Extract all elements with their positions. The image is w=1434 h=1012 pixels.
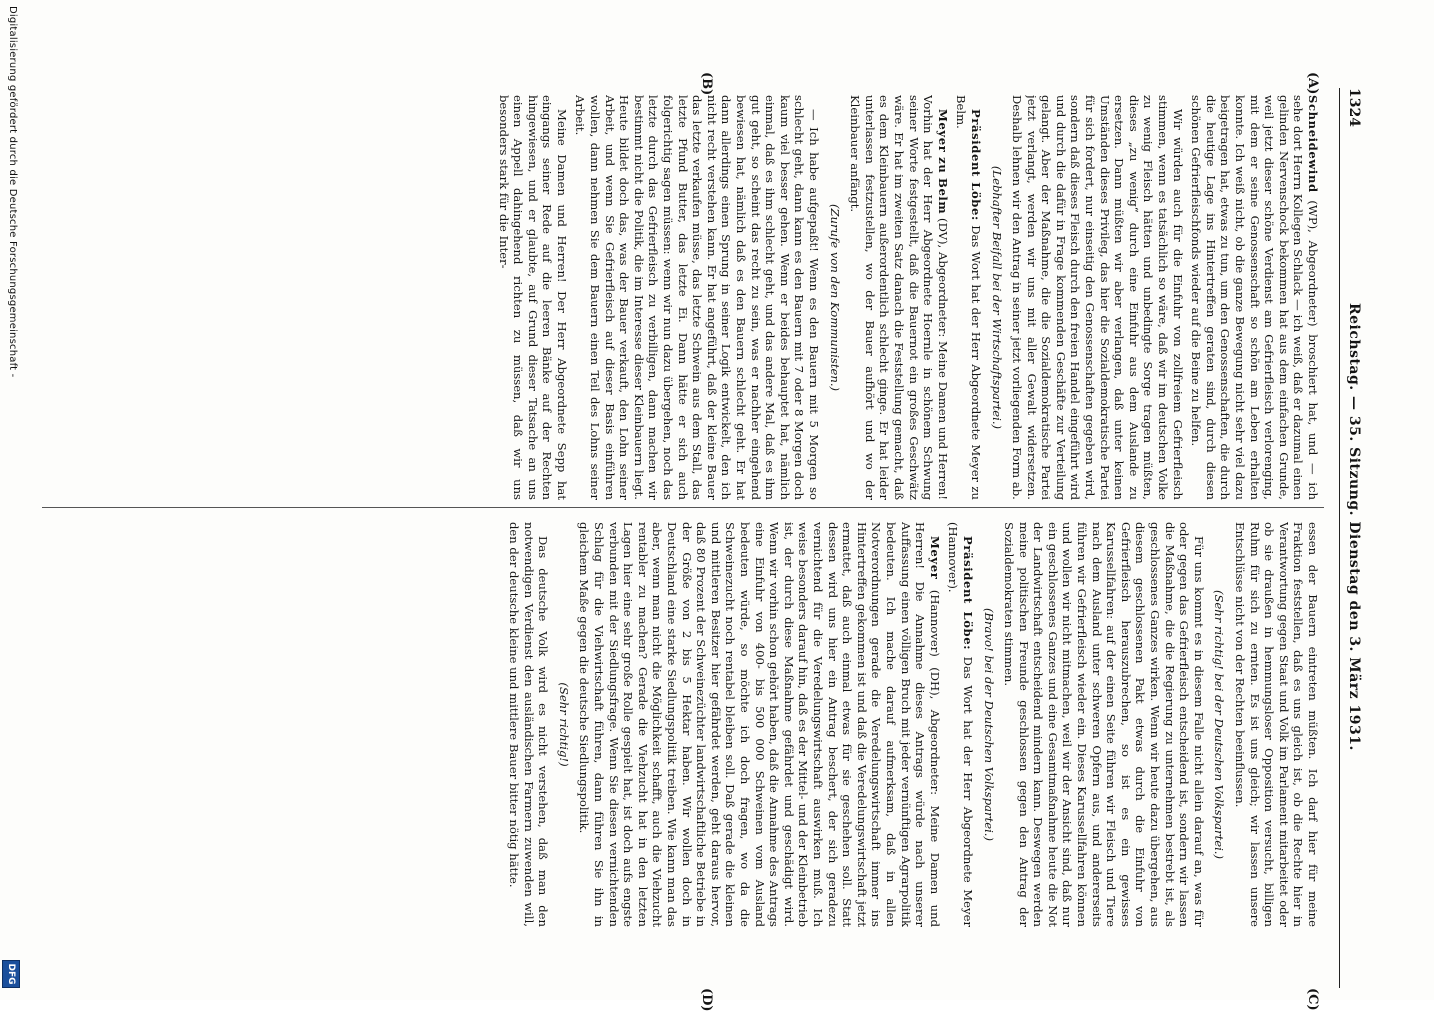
column-divider [42,507,1324,508]
speech-paragraph [577,522,942,927]
paragraph-text: (DV), Abgeordneter: Meine Damen und Herren! Vorhin hat der Herr Abgeordnete Hoernle in schönem Schwung seiner Worte festgestellt, daß die Bauernot ein großes Geschwätz wäre. Er hat im zweiten Satz danach die Feststellung gemacht, daß es dem Kleinbauern außerordentlich schlecht ginge. Er hat leider unterlassen festzustellen, wo der Bauer aufhört und wo der Kleinbauer anfängt. [848,95,950,500]
paragraph-text: Das deutsche Volk wird es nicht verstehen, daß man den notwendigen Verdienst den ausländischen Farmern zuwenden will, den der deutsche kleine und mittlere Bauer bitter nötig hätte. [507,522,551,927]
speaker-name: Präsident Löbe: [968,109,983,221]
margin-marker-c: (C) [1305,988,1320,1011]
speech-paragraph [496,95,569,500]
margin-marker-d: (D) [699,988,714,1012]
paragraph-text: essen der Bauern eintreten müßten. Ich darf hier für meine Fraktion feststellen, daß es uns gleich ist, ob die Rechte hier in Verantwortung gegen Staat und Volk im Parlament mitarbeitet oder ob sie draußen in hemmungsloser Opposition versucht, billigen Ruhm für sich zu ernten. Es ist uns gleich; wir lassen unsere Entschlüsse nicht von der Rechten beeinflussen. [1233,522,1320,927]
page-header [1339,88,1362,988]
reaction-note: (Sehr richtig!) [556,682,571,767]
digitization-footer [0,0,22,1000]
margin-marker-b: (B) [699,72,714,96]
footer-credit: Digitalisierung gefördert durch die Deutsche Forschungsgemeinschaft - [7,6,18,378]
speech-paragraph [954,95,983,500]
speech-paragraph [507,522,551,927]
dfg-logo: DFG [2,960,20,988]
speech-paragraph [573,95,821,500]
speech-paragraph [848,95,950,500]
speech-paragraph [1232,522,1320,927]
paragraph-text: Das Wort hat der Herr Abgeordnete Meyer zu Belm. [954,95,983,500]
speaker-name: Präsident Löbe: [960,536,975,651]
margin-marker-a: (A) [1305,72,1320,95]
speech-paragraph [1002,522,1206,927]
speaker-name: Meyer zu Belm [935,109,950,215]
header-title: Reichstag. — 35. Sitzung. Dienstag den 3. März 1931. [1346,303,1362,751]
reaction-note: (Lebhafter Beifall bei der Wirtschaftspartei.) [989,165,1004,430]
column-right [42,522,1320,927]
column-left [42,95,1320,500]
speaker-name: Meyer [927,536,942,580]
paragraph-text: (Hannover) (DH), Abgeordneter: Meine Damen und Herren! Die Annahme dieses Antrags würde nach unserer Auffassung einen völligen Bruch mit jeder vernünftigen Agrarpolitik bedeuten. Ich mache darauf aufmerksam, daß in allen Notverordnungen gerade die Veredelungswirtschaft immer ins Hintertreffen gekommen ist und daß die Veredelungswirtschaft jetzt ermattet, daß auch einmal etwas für sie geschehen soll. Statt dessen wird uns hier ein Antrag beschert, der sich geradezu vernichtend für die Veredelungswirtschaft auswirken muß. Ich weise besonders darauf hin, daß es der Mittel- und der Kleinbetrieb ist, der durch diese Maßnahme gefährdet und geschädigt wird. Wenn wir vorhin schon gehört haben, daß die Annahme des Antrags eine Einfuhr von 400- bis 500 000 Schweinen vom Ausland bedeuten würde, so möchte ich doch fragen, wo da die Schweinezucht noch rentabel bleiben soll. Daß gerade die kleinen und mittleren Besitzer hier gefährdet werden, geht daraus hervor, daß 80 Prozent der Schweinezüchter landwirtschaftliche Betriebe in der Größe von 2 bis 5 Hektar haben. Wir wollen doch in Deutschland eine starke Siedlungspolitik treiben. Wie kann man das aber, wenn man nicht die Möglichkeit schafft, auch die Viehzucht rentabler zu machen? Gerade die Viehzucht hat in den letzten Lagen hier eine sehr große Rolle gespielt hat, ist doch aufs engste verbunden mit der Siedlungsfrage. Wenn Sie diesen vernichtenden Schlag für die Viehwirtschaft führen, dann führen Sie ihn in gleichem Maße gegen die deutsche Siedlungspolitik. [577,522,942,927]
reaction-note: (Bravo! bei der Deutschen Volkspartei.) [981,607,996,842]
speaker-name: Schneidewind [1306,95,1320,193]
reaction-note: (Zurufe von den Kommunisten.) [827,203,842,392]
page-number: 1324 [1346,88,1362,127]
reaction-note: (Sehr richtig! bei der Deutschen Volkspartei.) [1212,589,1227,860]
paragraph-text: Das Wort hat der Herr Abgeordnete Meyer (Hannover). [946,522,975,927]
speech-paragraph [1010,95,1185,500]
speech-paragraph [946,522,975,927]
paragraph-text: Für uns kommt es in diesem Falle nicht allein darauf an, was für oder gegen das Gefrierfleisch entscheidend ist, sondern wir lassen die Maßnahme, die die Regierung zu unternehmen bestrebt ist, als geschlossenes Ganzes wirken. Wenn wir heute dazu übergehen, aus diesem geschlossenen Pakt etwas durch die Einfuhr von Gefrierfleisch herauszubrechen, so ist es ein gewisses Karussellfahren: auf der einen Seite führen wir Fleisch und Tiere nach dem Ausland unter schweren Opfern aus, und andererseits führen wir Gefrierfleisch wieder ein. Dieses Karussellfahren können und wollen wir nicht mitmachen, weil wir der Ansicht sind, daß nur ein geschlossenes Ganzes und eine Gesamtmaßnahme heute die Not der Landwirtschaft entscheidend mindern kann. Deswegen werden meine politischen Freunde geschlossen gegen den Antrag der Sozialdemokraten stimmen. [1002,522,1206,927]
speech-paragraph [1189,95,1320,500]
paragraph-text: — Ich habe aufgepaßt! Wenn es den Bauern mit 5 Morgen so schlecht geht, dann kann es den Bauern mit 7 oder 8 Morgen doch kaum viel besser gehen. Wenn er beides behauptet hat, nämlich einmal, daß es ihm schlecht geht, und das andere Mal, daß es ihm gut geht, so scheint das recht zu sein, was er nachher eingehend bewiesen hat, nämlich daß es den Bauern schlecht geht. Er hat dann allerdings einen Sprung in seiner Logik entwickelt, den ich nicht recht verstehen kann. Er hat angeführt, daß der kleine Bauer das letzte verkaufen müsse, das letzte Schwein aus dem Stall, das letzte Pfund Butter, das letzte Ei. Dann hätte er sich auch folgerichtig sagen müssen: wenn wir nun dazu übergehen, noch das letzte durch das Gefrierfleisch zu verbilligen, dann machen wir bestimmt nicht die Politik, die im Interesse dieser Kleinbauern liegt. Heute bildet doch das, was der Bauer verkauft, den Lohn seiner Arbeit, und wenn Sie Gefrierfleisch auf dieser Basis einführen wollen, dann nehmen Sie dem Bauern einen Teil des Lohns seiner Arbeit. [573,95,821,500]
paragraph-text: Wir würden auch für die Einfuhr von zollfreiem Gefrierfleisch stimmen, wenn es tatsächlich so wäre, daß wir im deutschen Volke zu wenig Fleisch hätten und unbedingte Sorge tragen müßten, dieses „zu wenig“ durch eine Einfuhr aus dem Auslande zu ersetzen. Dann müßten wir aber verlangen, daß unter keinen Umständen dieses Privileg, das hier die Sozialdemokratische Partei für sich fordert, nur einseitig den Genossenschaften gegeben wird, sondern daß dieses Fleisch durch den freien Handel eingeführt wird und durch die dafür in Frage kommenden Geschäfte zur Verteilung gelangt. Aber der Maßnahme, die die Sozialdemokratische Partei jetzt verlangt, werden wir uns mit aller Gewalt widersetzen. Deshalb lehnen wir den Antrag in seiner jetzt vorliegenden Form ab. [1010,95,1185,500]
paragraph-text: Meine Damen und Herren! Der Herr Abgeordnete Sepp hat eingangs seiner Rede auf die leeren Bänke auf der Rechten hingewiesen, und er glaubte, auf Grund dieser Tatsache an uns einen Appell dahingehend richten zu müssen, daß wir uns besonders stark für die Inter- [496,95,569,500]
paragraph-text: (WP), Abgeordneter) broschiert hat, und — ich sehe dort Herrn Kollegen Schlack — ich weiß, daß er dazumal einen gelinden Nervenschock bekommen hat aus dem einfachen Grunde, weil jetzt dieser schöne Verdienst am Gefrierfleisch verlorenging, mit dem er seine Genossenschaft so schön am Leben erhalten konnte. Ich weiß nicht, ob die ganze Bewegung nicht sehr viel dazu beigetragen hat, etwas zu tun, um den Genossenschaften, die durch die heutige Lage ins Hintertreffen geraten sind, durch diesen schönen Gefrierfleischfonds wieder auf die Beine zu helfen. [1189,95,1320,500]
